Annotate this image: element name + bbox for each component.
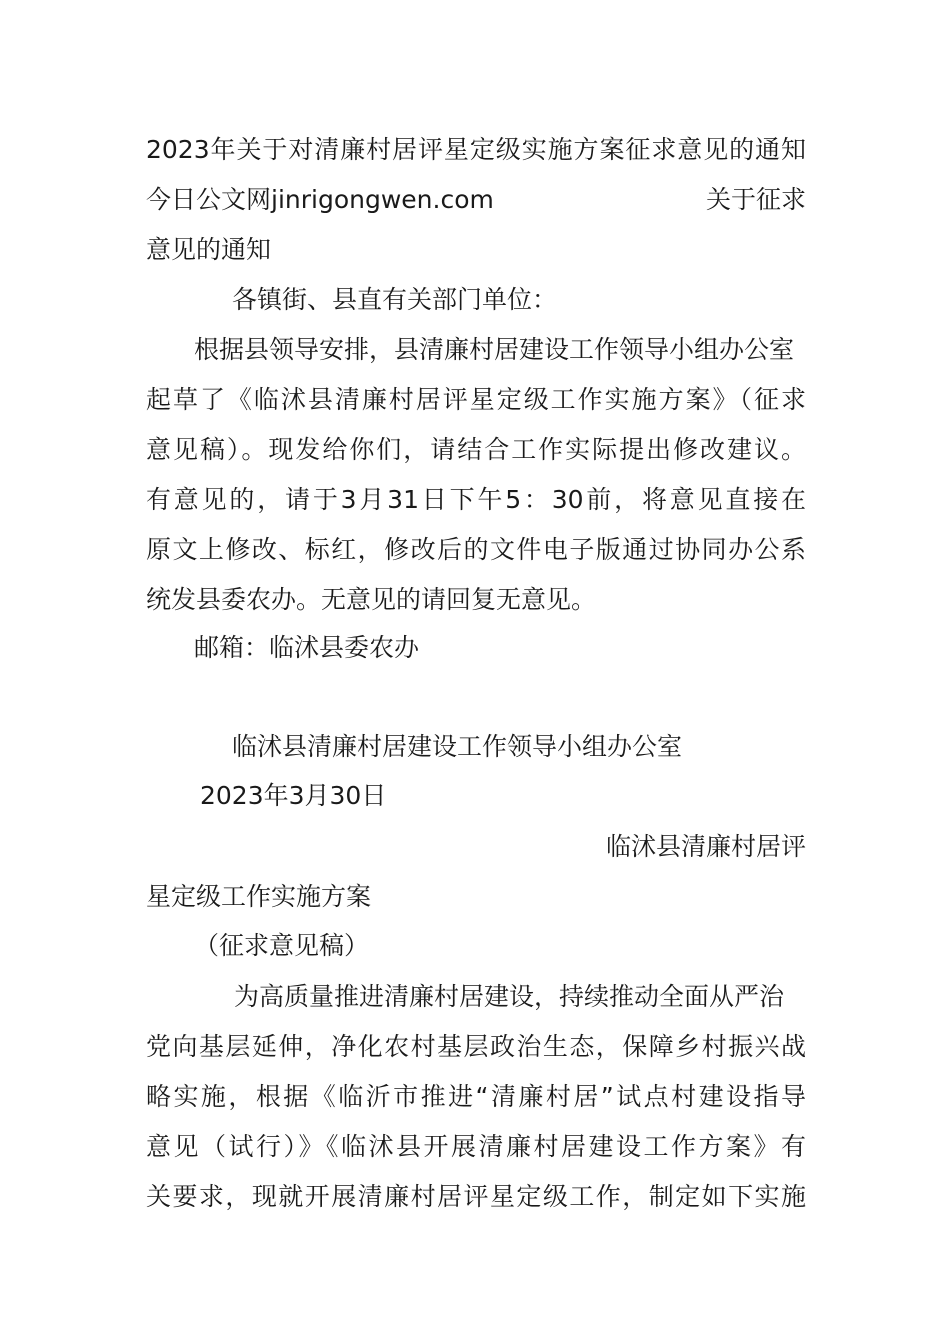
paragraph-line: 有意见的，请于3月31日下午5：30前，将意见直接在 bbox=[146, 485, 806, 514]
paragraph-line: 党向基层延伸，净化农村基层政治生态，保障乡村振兴战 bbox=[146, 1032, 806, 1061]
plan-title-line-1: 临沭县清廉村居评 bbox=[605, 832, 806, 861]
plan-title-line-2: 星定级工作实施方案 bbox=[146, 882, 372, 911]
draft-note: （征求意见稿） bbox=[194, 931, 370, 960]
document-date: 2023年3月30日 bbox=[200, 781, 387, 810]
paragraph-line: 原文上修改、标红，修改后的文件电子版通过协同办公系 bbox=[146, 535, 806, 564]
paragraph-line: 意见（试行）》《临沭县开展清廉村居建设工作方案》有 bbox=[146, 1132, 806, 1161]
paragraph-line: 根据县领导安排，县清廉村居建设工作领导小组办公室 bbox=[194, 335, 795, 364]
paragraph-line: 略实施，根据《临沂市推进“清廉村居”试点村建设指导 bbox=[146, 1082, 806, 1111]
paragraph-line: 意见稿）。现发给你们，请结合工作实际提出修改建议。 bbox=[146, 435, 806, 464]
email-line: 邮箱：临沭县委农办 bbox=[194, 633, 420, 662]
paragraph-line: 关要求，现就开展清廉村居评星定级工作，制定如下实施 bbox=[146, 1182, 806, 1211]
source-continuation: 意见的通知 bbox=[146, 235, 272, 264]
document-title: 2023年关于对清廉村居评星定级实施方案征求意见的通知 bbox=[146, 135, 806, 164]
paragraph-line: 统发县委农办。无意见的请回复无意见。 bbox=[146, 585, 597, 614]
paragraph-line: 为高质量推进清廉村居建设，持续推动全面从严治 bbox=[234, 982, 785, 1011]
source-notice-link: 关于征求 bbox=[705, 185, 806, 214]
source-line bbox=[146, 175, 806, 225]
source-website: 今日公文网jinrigongwen.com bbox=[146, 185, 494, 214]
salutation: 各镇街、县直有关部门单位： bbox=[232, 285, 558, 314]
paragraph-line: 起草了《临沭县清廉村居评星定级工作实施方案》（征求 bbox=[146, 385, 806, 414]
signer: 临沭县清廉村居建设工作领导小组办公室 bbox=[232, 732, 683, 761]
